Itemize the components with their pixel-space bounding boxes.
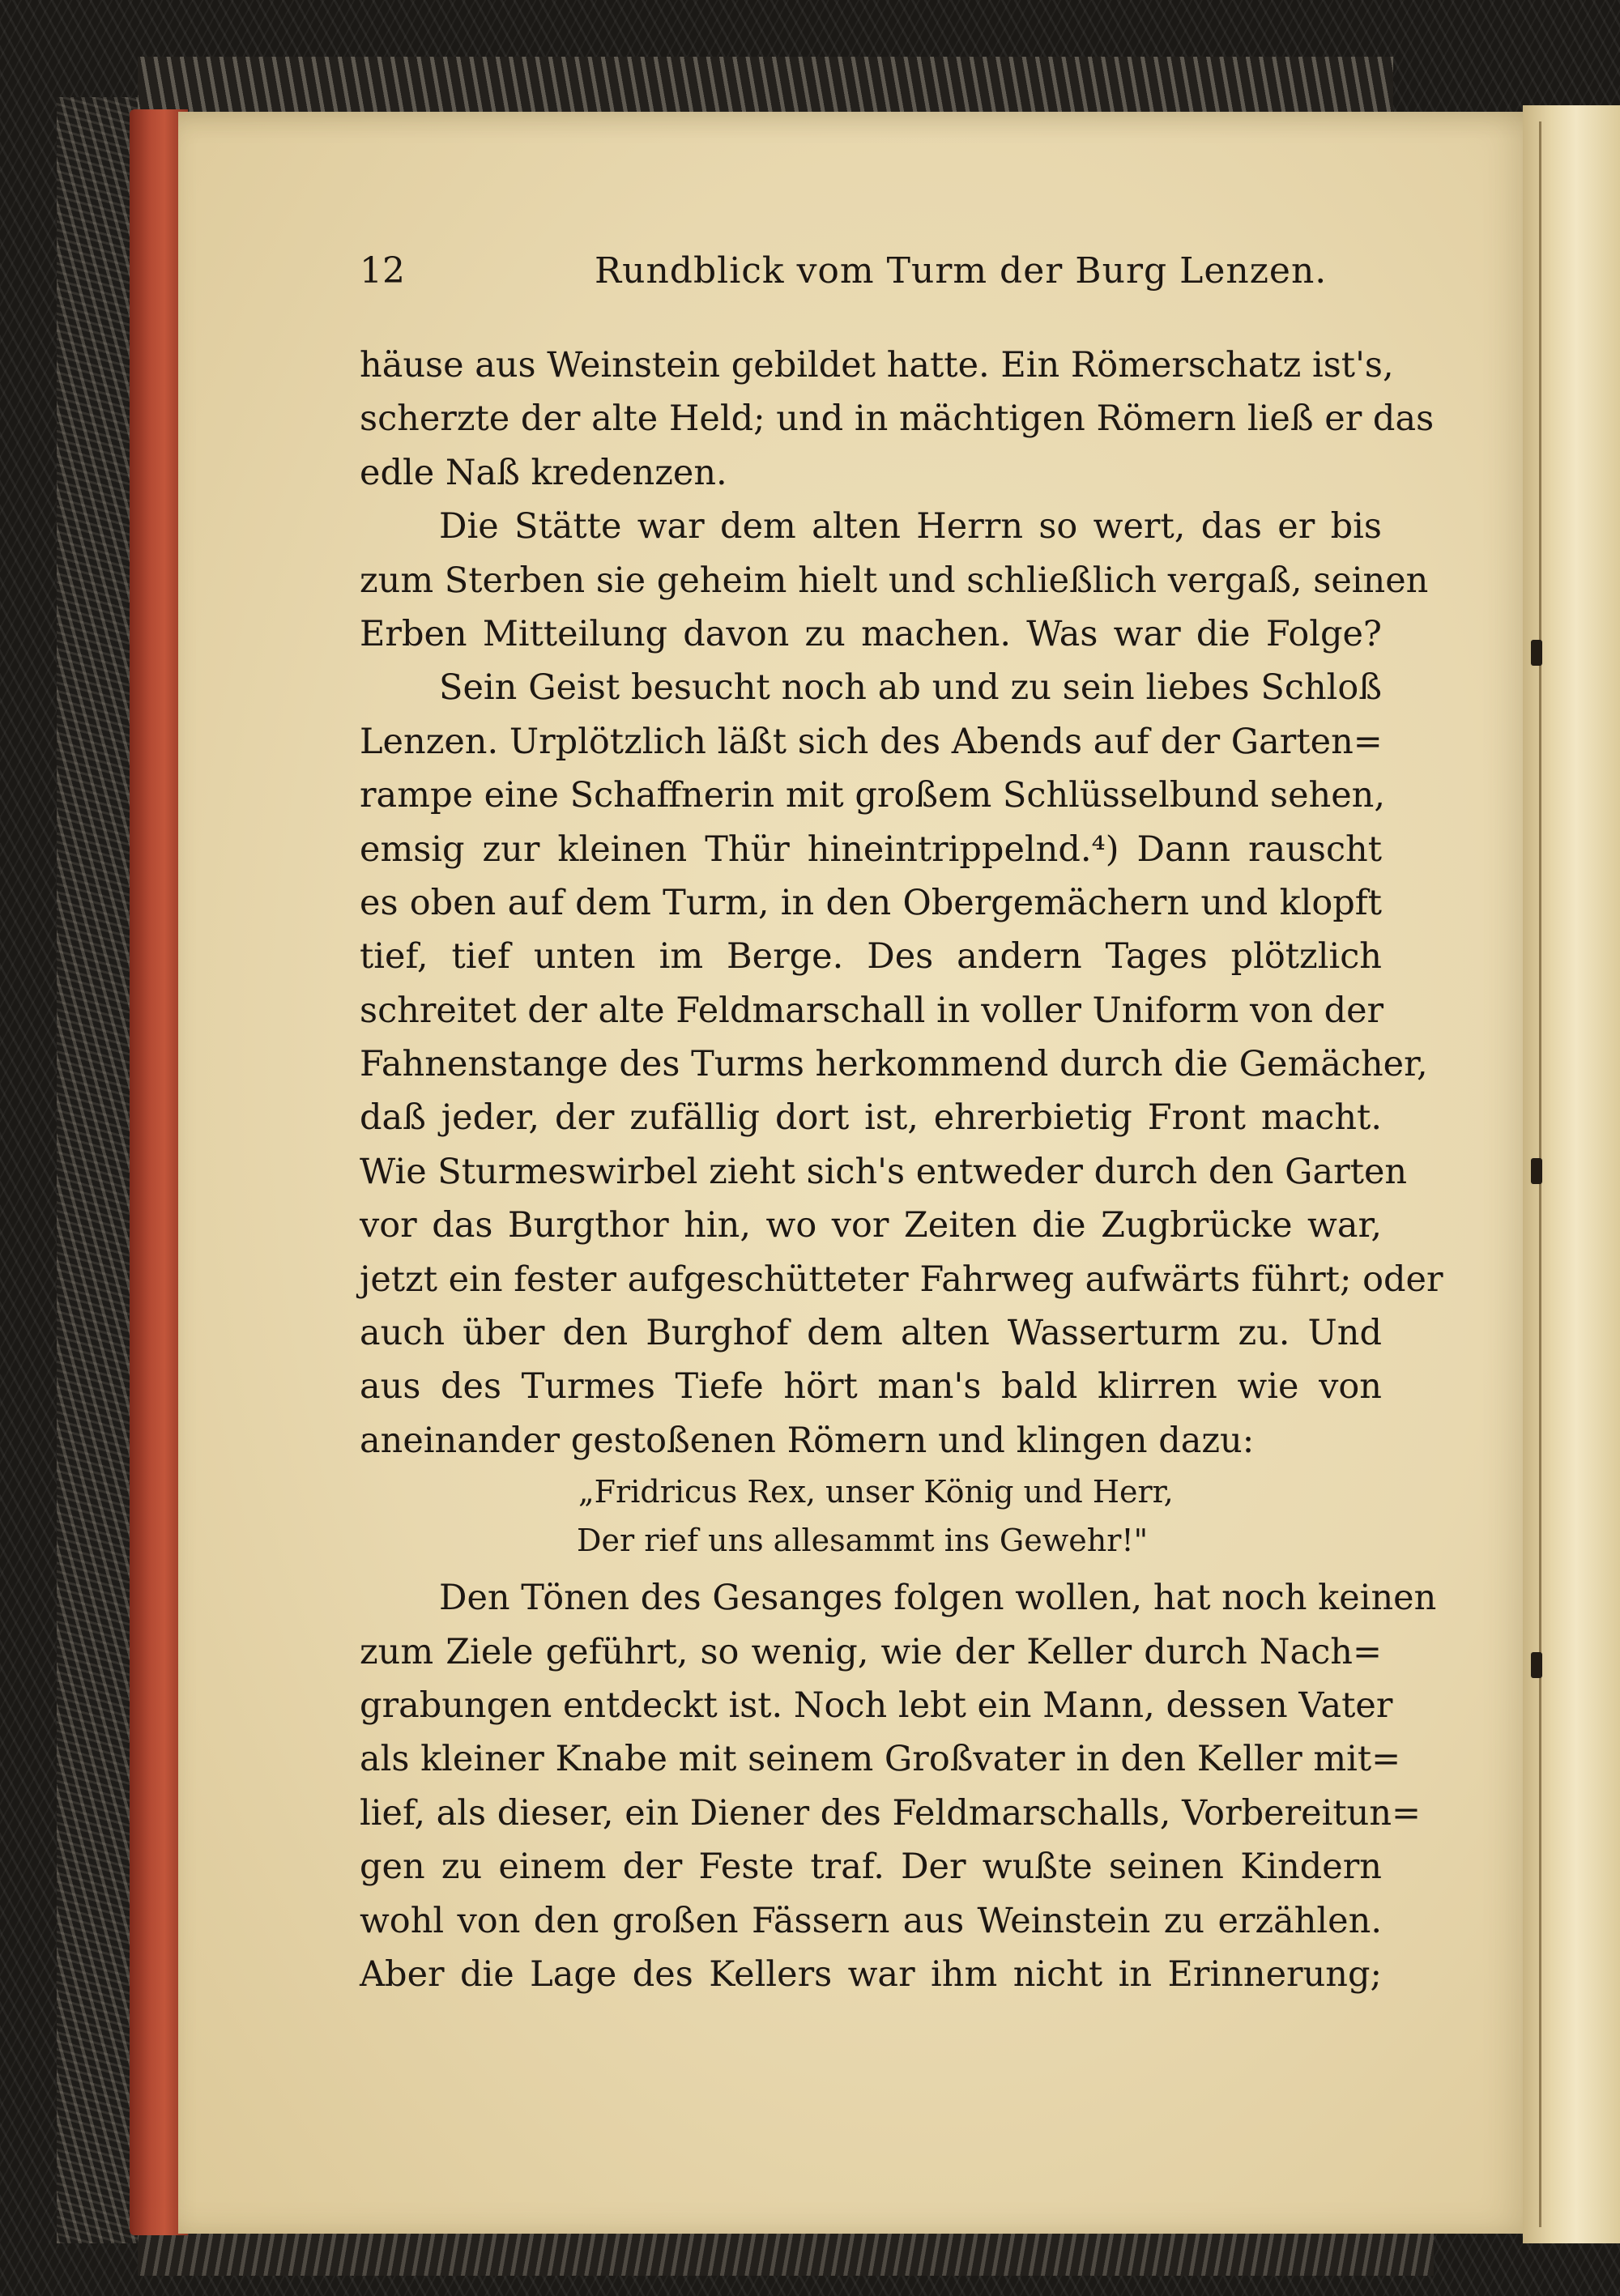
text-line: jetzt ein fester aufgeschütteter Fahrweg aufwärts führt; oder xyxy=(360,1259,1443,1300)
text-line: Erben Mitteilung davon zu machen. Was war die Folge? xyxy=(360,613,1382,654)
text-line: Sein Geist besucht noch ab und zu sein liebes Schloß xyxy=(439,667,1382,709)
text-line: grabungen entdeckt ist. Noch lebt ein Mann, dessen Vater xyxy=(360,1685,1393,1726)
binding-thread-mark xyxy=(1531,1158,1542,1184)
text-line: Lenzen. Urplötzlich läßt sich des Abends auf der Garten= xyxy=(360,721,1383,762)
text-line: es oben auf dem Turm, in den Obergemächern und klopft xyxy=(360,882,1382,923)
text-line: daß jeder, der zufällig dort ist, ehrerbietig Front macht. xyxy=(360,1097,1382,1139)
text-line: Die Stätte war dem alten Herrn so wert, das er bis xyxy=(439,506,1382,547)
text-line: emsig zur kleinen Thür hineintrippelnd.⁴) Dann rauscht xyxy=(360,829,1382,870)
page-number: 12 xyxy=(360,250,405,292)
page-header xyxy=(360,243,1380,300)
text-line: zum Ziele geführt, so wenig, wie der Keller durch Nach= xyxy=(360,1631,1382,1672)
text-line: auch über den Burghof dem alten Wasserturm zu. Und xyxy=(360,1313,1382,1354)
text-line: aneinander gestoßenen Römern und klingen dazu: xyxy=(360,1420,1255,1461)
text-line: gen zu einem der Feste traf. Der wußte seinen Kindern xyxy=(360,1847,1382,1888)
verse-line: Der rief uns allesammt ins Gewehr!" xyxy=(577,1523,1149,1559)
text-line: rampe eine Schaffnerin mit großem Schlüsselbund sehen, xyxy=(360,775,1386,816)
page-content xyxy=(360,243,1443,2057)
binding-thread-mark xyxy=(1531,1652,1542,1678)
text-line: zum Sterben sie geheim hielt und schließlich vergaß, seinen xyxy=(360,560,1429,601)
text-line: Wie Sturmeswirbel zieht sich's entweder durch den Garten xyxy=(360,1151,1408,1192)
text-line: vor das Burgthor hin, wo vor Zeiten die Zugbrücke war, xyxy=(360,1205,1382,1246)
text-line: Aber die Lage des Kellers war ihm nicht in Erinnerung; xyxy=(360,1953,1382,1995)
text-line: Fahnenstange des Turms herkommend durch die Gemächer, xyxy=(360,1044,1428,1085)
text-line: aus des Turmes Tiefe hört man's bald klirren wie von xyxy=(360,1366,1382,1408)
body-text xyxy=(360,339,1443,2001)
text-line: tief, tief unten im Berge. Des andern Tages plötzlich xyxy=(360,936,1382,978)
text-line: häuse aus Weinstein gebildet hatte. Ein Römerschatz ist's, xyxy=(360,345,1394,386)
text-line: schreitet der alte Feldmarschall in voller Uniform von der xyxy=(360,990,1384,1031)
text-line: scherzte der alte Held; und in mächtigen Römern ließ er das xyxy=(360,398,1435,440)
text-line: Den Tönen des Gesanges folgen wollen, hat noch keinen xyxy=(439,1578,1437,1619)
verse-line: „Fridricus Rex, unser König und Herr, xyxy=(578,1474,1174,1510)
marbled-cover-top-edge xyxy=(138,57,1393,117)
running-head: Rundblick vom Turm der Burg Lenzen. xyxy=(595,250,1328,292)
text-line: edle Naß kredenzen. xyxy=(360,452,727,493)
binding-thread-mark xyxy=(1531,640,1542,666)
text-line: lief, als dieser, ein Diener des Feldmarschalls, Vorbereitun= xyxy=(360,1792,1422,1834)
text-line: wohl von den großen Fässern aus Weinstein zu erzählen. xyxy=(360,1900,1382,1941)
text-line: als kleiner Knabe mit seinem Großvater in den Keller mit= xyxy=(360,1739,1401,1780)
